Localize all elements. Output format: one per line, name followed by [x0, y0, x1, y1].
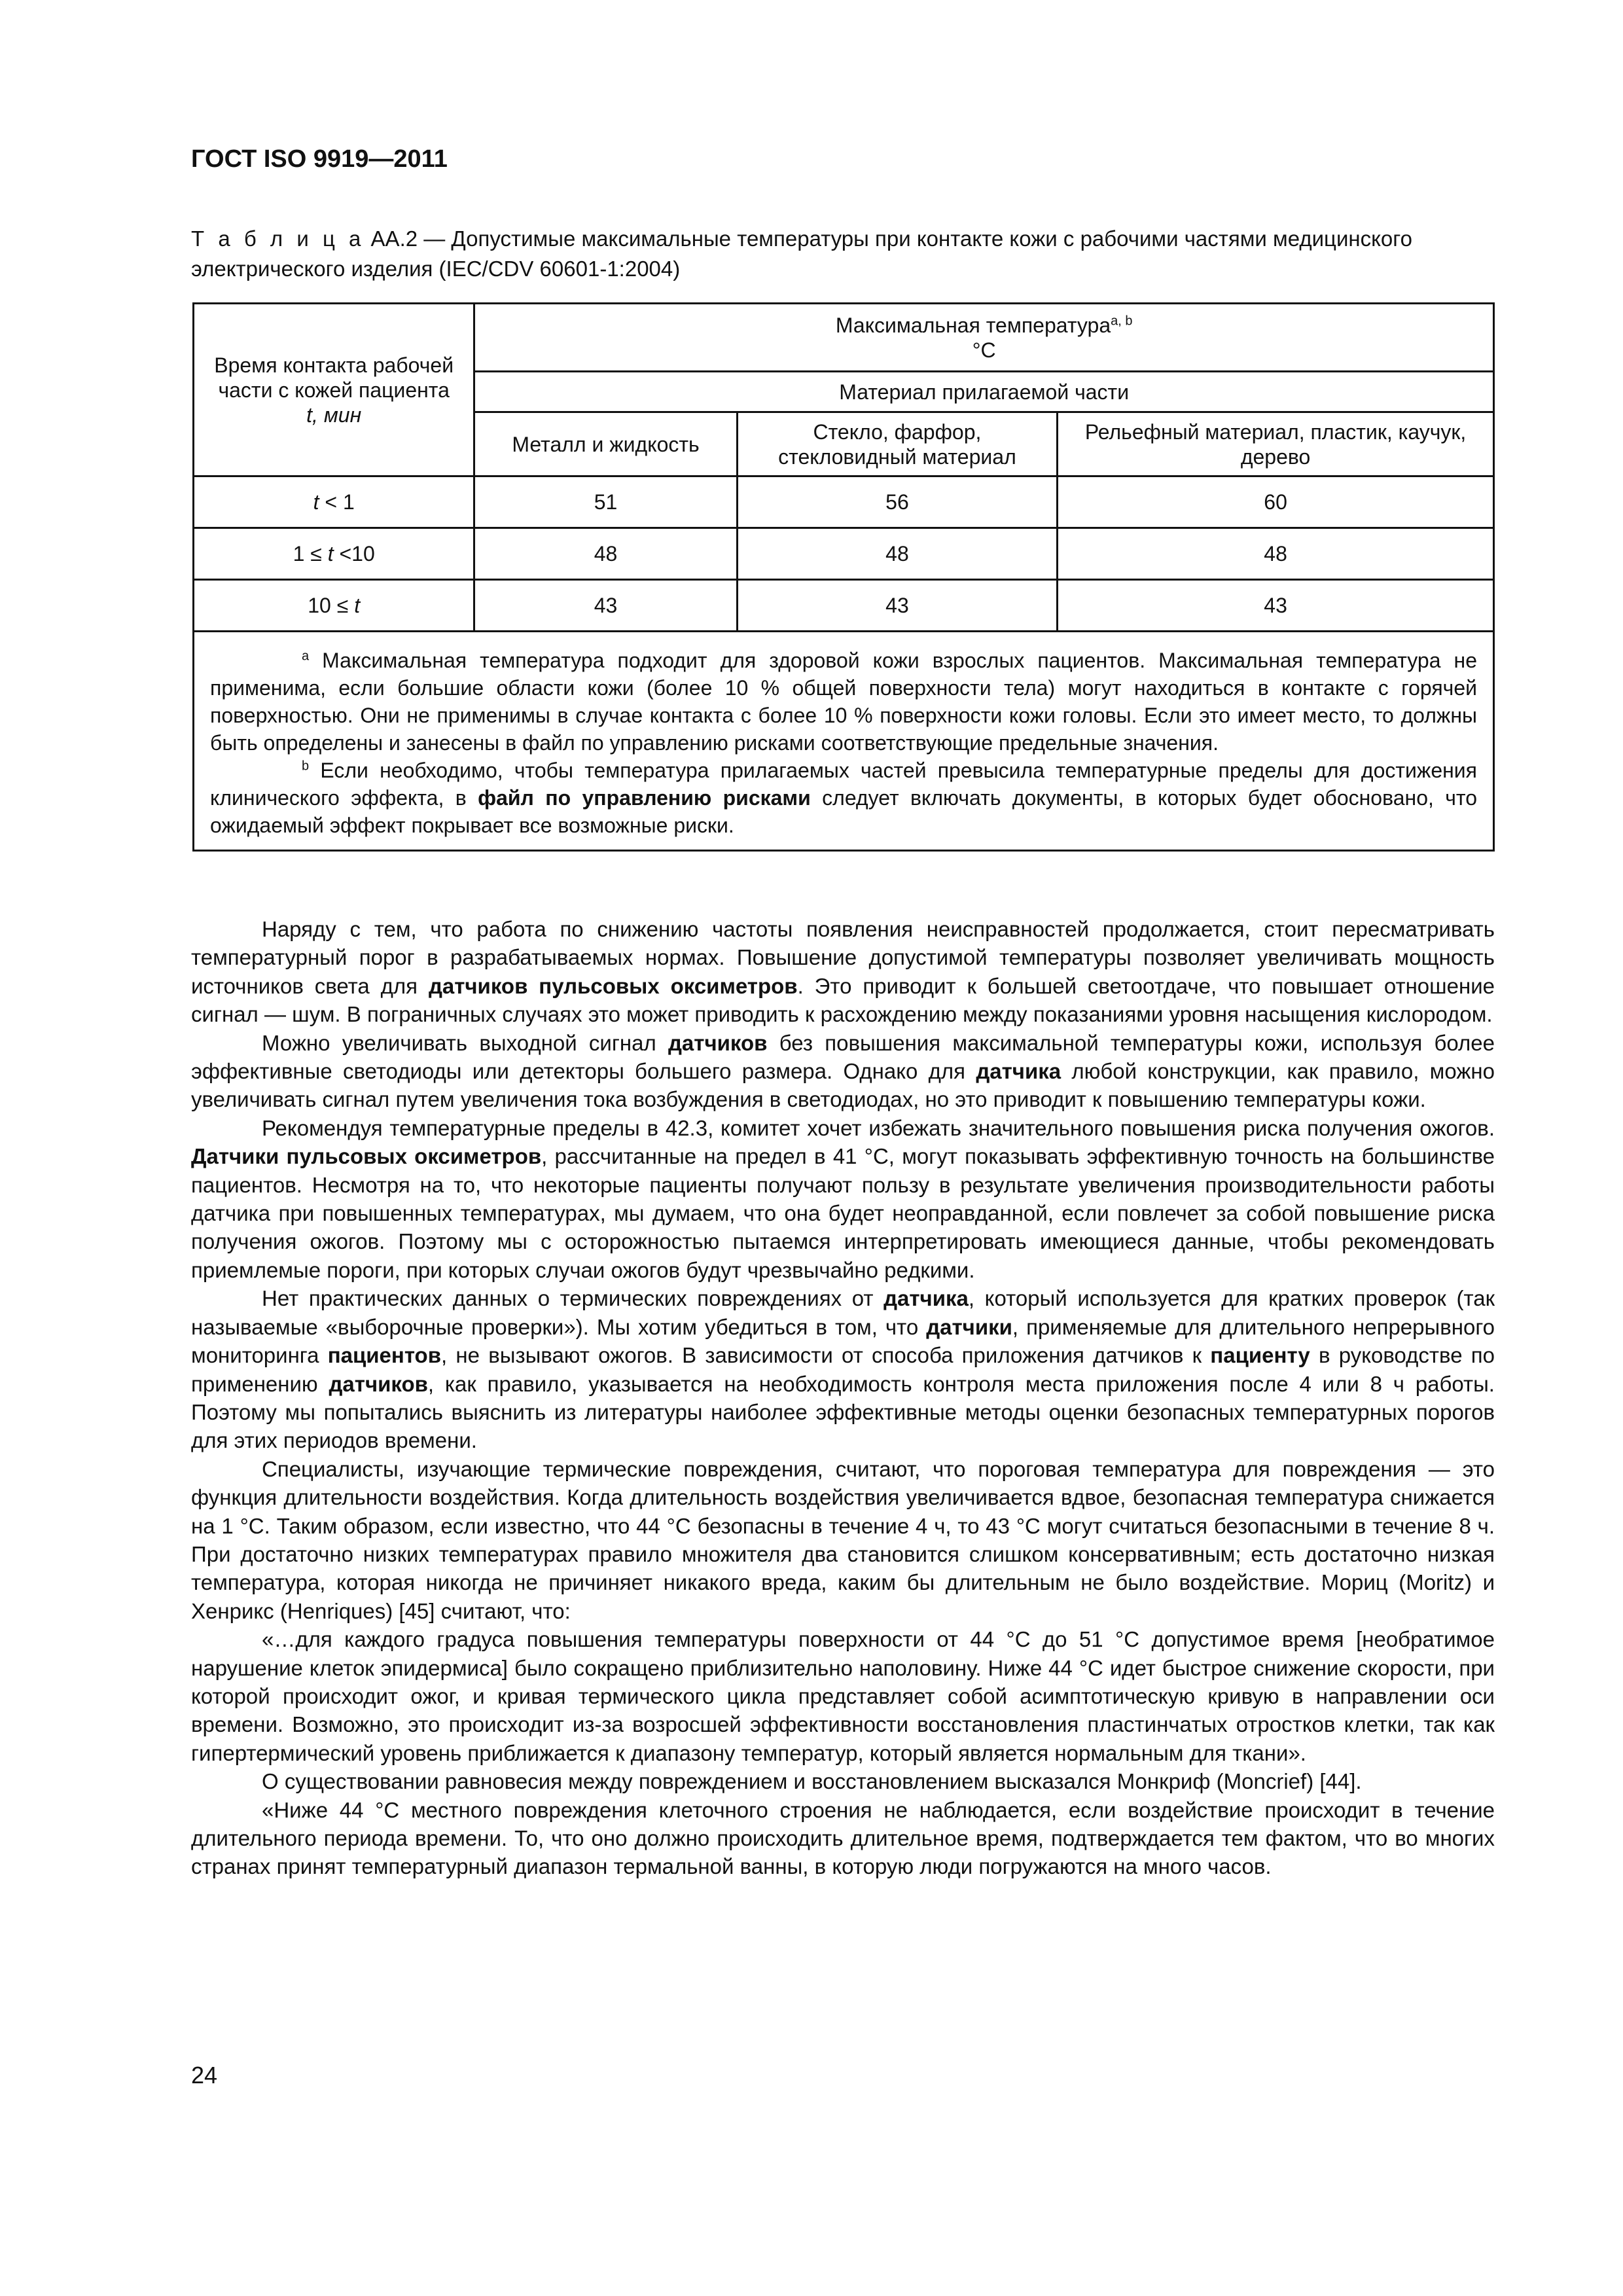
footnote-b-bold: файл по управлению рисками — [478, 786, 811, 810]
p1-text-c: . Это приводит к большей светоотдаче, что повышает отношение сигнал — шум. В пограничных случаях это может приводить к расхождению между показаниями уровня насыщения кислородом. — [191, 973, 1495, 1027]
table-footnotes — [194, 632, 1494, 851]
footnote-b-text-2: следует включать документы, в которых будет обосновано, что ожидаемый эффект покрывает все возможные риски. — [210, 786, 1478, 837]
paragraph-1 — [191, 915, 1495, 1029]
table-caption — [191, 224, 1493, 284]
max-temp-unit: °C — [972, 338, 996, 362]
material-metal: Металл и жидкость — [474, 412, 737, 476]
p4-text-g: , не вызывают ожогов. В зависимости от способа приложения датчиков к — [441, 1343, 1211, 1368]
footnote-b-marker: b — [302, 759, 310, 774]
value-cell: 43 — [737, 580, 1057, 632]
paragraph-6: «…для каждого градуса повышения температуры поверхности от 44 °C до 51 °C допустимое время [необратимое нарушение клеток эпидермиса] было сокращено приблизительно наполовину. Ниже 44 °C идет быстрое снижение скорости, при которой происходит ожог, и кривая термического цикла представляет собой асимптотическую кривую в направлении оси времени. Возможно, это происходит из-за возросшей эффективности восстановления пластинчатых отростков клетки, так как гипертермический уровень приближается к диапазону температур, который является нормальным для ткани». — [191, 1627, 1495, 1765]
max-temp-label: Максимальная температура — [835, 313, 1111, 337]
p3-text-a: Рекомендуя температурные пределы в 42.3, комитет хочет избежать значительного повышения риска получения ожогов. — [262, 1115, 1495, 1140]
p2-text-c: без повышения максимальной температуры кожи, используя более эффективные светодиоды или детекторы большего размера. Однако для — [191, 1030, 1495, 1084]
p4-text-i: в руководстве по применению — [191, 1343, 1495, 1396]
value-cell: 51 — [474, 476, 737, 528]
table-row — [194, 580, 1494, 632]
p4-bold-d: датчики — [926, 1314, 1012, 1339]
value-cell: 48 — [474, 528, 737, 580]
material-glass: Стекло, фарфор, стекловидный материал — [737, 412, 1057, 476]
paragraph-4 — [191, 1284, 1495, 1454]
material-header: Материал прилагаемой части — [474, 372, 1494, 412]
value-cell: 60 — [1058, 476, 1494, 528]
paragraph-8: «Ниже 44 °C местного повреждения клеточного строения не наблюдается, если воздействие происходит в течение длительного периода времени. То, что оно должно происходить длительное время, подтверждается тем фактом, что во многих странах принят температурный диапазон термальной ванны, в которую люди погружаются на много часов. — [191, 1797, 1495, 1879]
p3-bold-b: Датчики пульсовых оксиметров — [191, 1144, 542, 1169]
paragraph-3 — [191, 1114, 1495, 1284]
time-cell: t < 1 — [194, 476, 474, 528]
p4-bold-h: пациенту — [1210, 1343, 1310, 1368]
time-cell: 10 ≤ t — [194, 580, 474, 632]
footnote-b — [210, 757, 1477, 839]
body-text — [191, 915, 1495, 1881]
paragraph-2 — [191, 1029, 1495, 1114]
p4-text-c: , который используется для кратких проверок (так называемые «выборочные проверки»). Мы хотим убедиться в том, что — [191, 1286, 1495, 1339]
footnote-a-marker: a — [302, 649, 310, 664]
col-contact-time-header — [194, 304, 474, 476]
p1-bold-b: датчиков пульсовых оксиметров — [428, 973, 798, 998]
p2-bold-d: датчика — [976, 1059, 1061, 1084]
material-plastic: Рельефный материал, пластик, каучук, дерево — [1058, 412, 1494, 476]
p1-text-a: Наряду с тем, что работа по снижению частоты появления неисправностей продолжается, стоит пересматривать температурный порог в разрабатываемых нормах. Повышение допустимой температуры позволяет увеличивать мощность источников света для — [191, 917, 1495, 998]
p3-text-c: , рассчитанные на предел в 41 °C, могут показывать эффективную точность на большинстве пациентов. Несмотря на то, что некоторые пациенты получают пользу в результате увеличения производительности работы датчика при повышенных температурах, мы думаем, что она будет неоправданной, если повлечет за собой повышение риска получения ожогов. Поэтому мы с осторожностью пытаемся интерпретировать имеющиеся данные, чтобы рекомендовать приемлемые пороги, при которых случаи ожогов будут чрезвычайно редкими. — [191, 1144, 1495, 1282]
value-cell: 48 — [1058, 528, 1494, 580]
footnote-a-text: Максимальная температура подходит для здоровой кожи взрослых пациентов. Максимальная температура не применима, если большие области кожи (более 10 % общей поверхности тела) могут находиться в контакте с горячей поверхностью. Они не применимы в случае контакта с более 10 % поверхности кожи головы. Если это имеет место, то должны быть определены и занесены в файл по управлению рисками соответствующие предельные значения. — [210, 649, 1477, 755]
value-cell: 56 — [737, 476, 1057, 528]
value-cell: 48 — [737, 528, 1057, 580]
page-number: 24 — [191, 2062, 218, 2089]
p2-text-e: любой конструкции, как правило, можно увеличивать сигнал путем увеличения тока возбуждения в светодиодах, но это приводит к повышению температуры кожи. — [191, 1059, 1495, 1112]
p4-text-e: , применяемые для длительного непрерывного мониторинга — [191, 1314, 1495, 1368]
table-row — [194, 476, 1494, 528]
footnote-b-text-1: Если необходимо, чтобы температура прилагаемых частей превысила температурные пределы для достижения клинического эффекта, в — [210, 759, 1477, 810]
col-contact-time-unit: t, мин — [306, 403, 362, 427]
p4-bold-f: пациентов — [327, 1343, 442, 1368]
p4-text-a: Нет практических данных о термических повреждениях от — [262, 1286, 884, 1311]
p4-text-k: , как правило, указывается на необходимость контроля места приложения после 4 или 8 ч работы. Поэтому мы попытались выяснить из литературы наиболее эффективные методы оценки безопасных температурных порогов для этих периодов времени. — [191, 1371, 1495, 1453]
col-contact-time-label: Время контакта рабочей части с кожей пациента — [214, 353, 454, 402]
time-cell: 1 ≤ t <10 — [194, 528, 474, 580]
p2-bold-b: датчиков — [668, 1030, 768, 1055]
max-temp-footnote-ref: a, b — [1111, 313, 1133, 328]
p2-text-a: Можно увеличивать выходной сигнал — [262, 1030, 668, 1055]
value-cell: 43 — [1058, 580, 1494, 632]
paragraph-5: Специалисты, изучающие термические повреждения, считают, что пороговая температура для повреждения — это функция длительности воздействия. Когда длительность воздействия увеличивается вдвое, безопасная температура снижается на 1 °C. Таким образом, если известно, что 44 °C безопасны в течение 4 ч, то 43 °C могут считаться безопасными в течение 8 ч. При достаточно низких температурах правило множителя два становится слишком консервативным; есть достаточно низкая температура, которая никогда не причиняет никакого вреда, каким бы длительным не было воздействие. Мориц (Moritz) и Хенрикс (Henriques) [45] считают, что: — [191, 1456, 1495, 1623]
paragraph-7: О существовании равновесия между повреждением и восстановлением высказался Монкриф (Moncrief) [44]. — [262, 1769, 1362, 1794]
table-caption-text: АА.2 — Допустимые максимальные температуры при контакте кожи с рабочими частями медицинского электрического изделия (IEC/CDV 60601-1:2004) — [191, 226, 1412, 281]
table-caption-label: Т а б л и ц а — [191, 226, 365, 251]
document-header: ГОСТ ISO 9919—2011 — [191, 145, 448, 173]
footnote-a — [210, 647, 1477, 757]
max-temp-header — [474, 304, 1494, 372]
p4-bold-b: датчика — [883, 1286, 969, 1311]
table-row — [194, 528, 1494, 580]
temperature-table — [192, 302, 1495, 852]
p4-bold-j: датчиков — [329, 1371, 428, 1396]
value-cell: 43 — [474, 580, 737, 632]
